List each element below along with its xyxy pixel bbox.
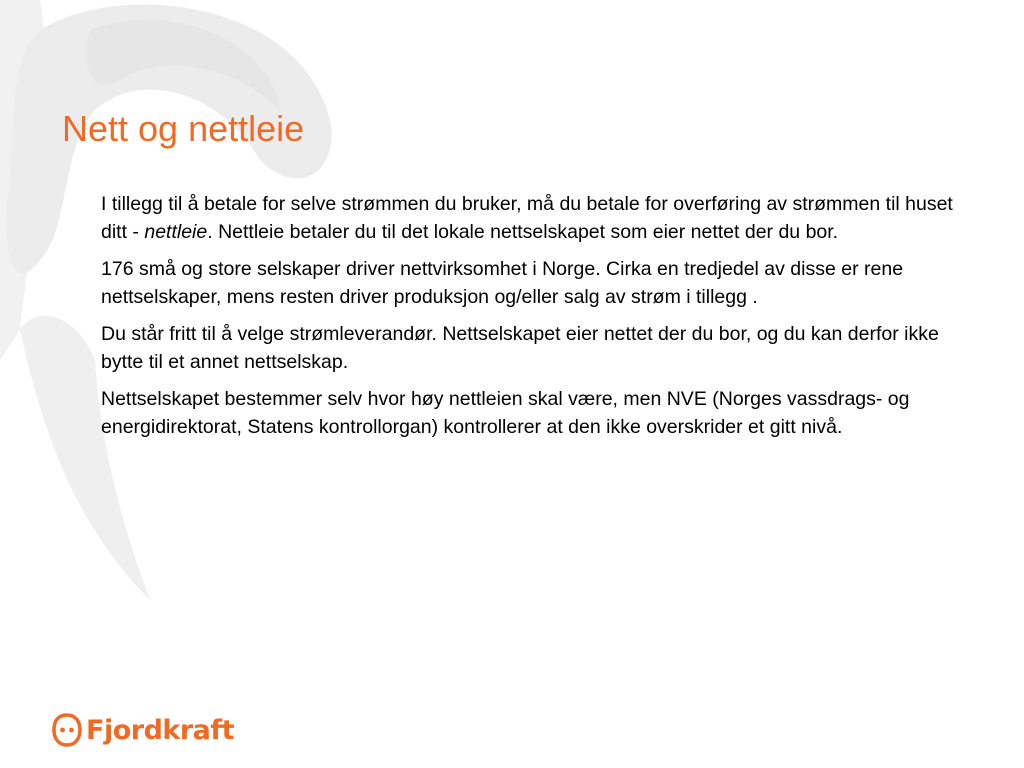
slide-title: Nett og nettleie xyxy=(62,108,305,149)
paragraph-1-text-start: I tillegg til å betale for selve strømmen du bruker, må du betale for overføring av strømmen til huset ditt - xyxy=(101,193,953,243)
paragraph-3: Du står fritt til å velge strømleverandør. Nettselskapet eier nettet der du bor, og du kan derfor ikke bytte til et annet nettselskap. xyxy=(101,323,939,373)
paragraph-2: 176 små og store selskaper driver nettvirksomhet i Norge. Cirka en tredjedel av disse er rene nettselskaper, mens resten driver produksjon og/eller salg av strøm i tillegg . xyxy=(101,258,904,308)
brand-wordmark: Fjordkraft xyxy=(86,714,235,746)
paragraph-4: Nettselskapet bestemmer selv hvor høy nettleien skal være, men NVE (Norges vassdrags- og energidirektorat, Statens kontrollorgan) kontrollerer at den ikke overskrider et gitt nivå. xyxy=(101,388,910,438)
fjordkraft-face-icon xyxy=(52,713,82,747)
fjordkraft-logo xyxy=(52,712,234,748)
nettleie-italic-term: nettleie xyxy=(144,221,208,243)
slide-body xyxy=(101,190,971,450)
paragraph-1-text-end: . Nettleie betaler du til det lokale nettselskapet som eier nettet der du bor. xyxy=(207,221,839,243)
paragraph-1 xyxy=(101,190,971,246)
